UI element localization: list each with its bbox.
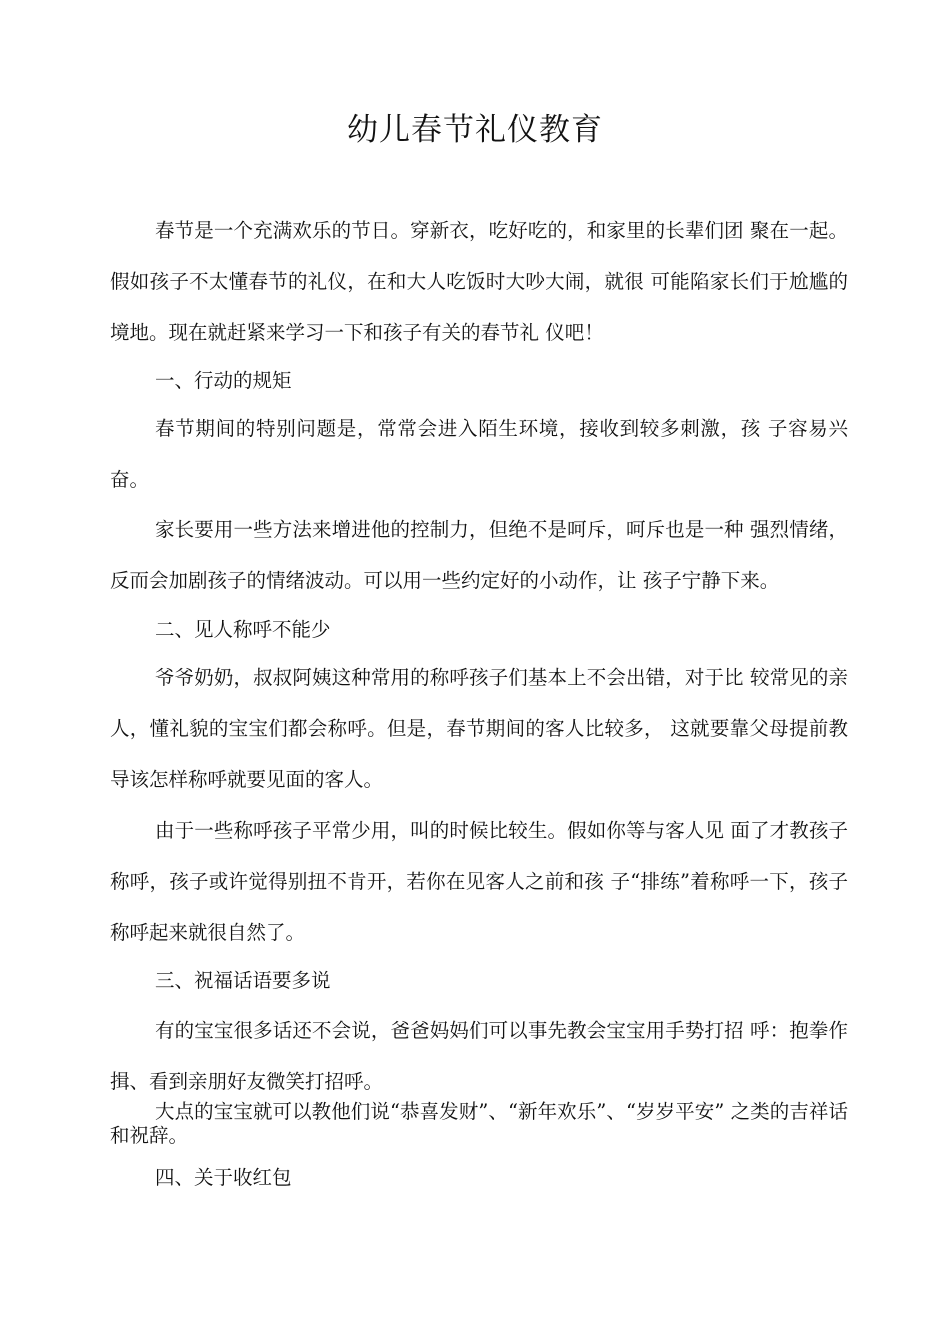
section-heading-4: 四、关于收红包 — [155, 1166, 292, 1189]
section-heading-3: 三、祝福话语要多说 — [155, 969, 331, 992]
section-1-paragraph-2: 家长要用一些方法来增进他的控制力，但绝不是呵斥，呵斥也是一种 强烈情绪，反而会加剧孩子的情绪波动。可以用一些约定好的小动作，让 孩子宁静下来。 — [110, 518, 848, 592]
section-2-paragraph-1: 爷爷奶奶，叔叔阿姨这种常用的称呼孩子们基本上不会出错，对于比 较常见的亲人，懂礼貌的宝宝们都会称呼。但是，春节期间的客人比较多， 这就要靠父母提前教导该怎样称呼就要见面的客人。 — [110, 666, 848, 791]
document-title: 幼儿春节礼仪教育 — [347, 112, 603, 148]
section-2-paragraph-2: 由于一些称呼孩子平常少用，叫的时候比较生。假如你等与客人见 面了才教孩子称呼，孩子或许觉得别扭不肯开，若你在见客人之前和孩 子“排练”着称呼一下，孩子称呼起来就很自然了。 — [110, 819, 848, 944]
intro-paragraph: 春节是一个充满欢乐的节日。穿新衣，吃好吃的，和家里的长辈们团 聚在一起。假如孩子不太懂春节的礼仪，在和大人吃饭时大吵大闹，就很 可能陷家长们于尬尴的境地。现在就赶紧来学习一下和孩子有关的春节礼 仪吧！ — [110, 219, 848, 344]
section-1-paragraph-1: 春节期间的特别问题是，常常会进入陌生环境，接收到较多刺激，孩 子容易兴奋。 — [110, 417, 848, 491]
section-3-paragraph-2: 大点的宝宝就可以教他们说“恭喜发财”、“新年欢乐”、“岁岁平安” 之类的吉祥话和祝辞。 — [110, 1100, 848, 1147]
section-heading-2: 二、见人称呼不能少 — [155, 618, 331, 641]
section-heading-1: 一、行动的规矩 — [155, 369, 292, 392]
section-3-paragraph-1: 有的宝宝很多话还不会说，爸爸妈妈们可以事先教会宝宝用手势打招 呼：抱拳作揖、看到亲朋好友微笑打招呼。 — [110, 1019, 848, 1093]
